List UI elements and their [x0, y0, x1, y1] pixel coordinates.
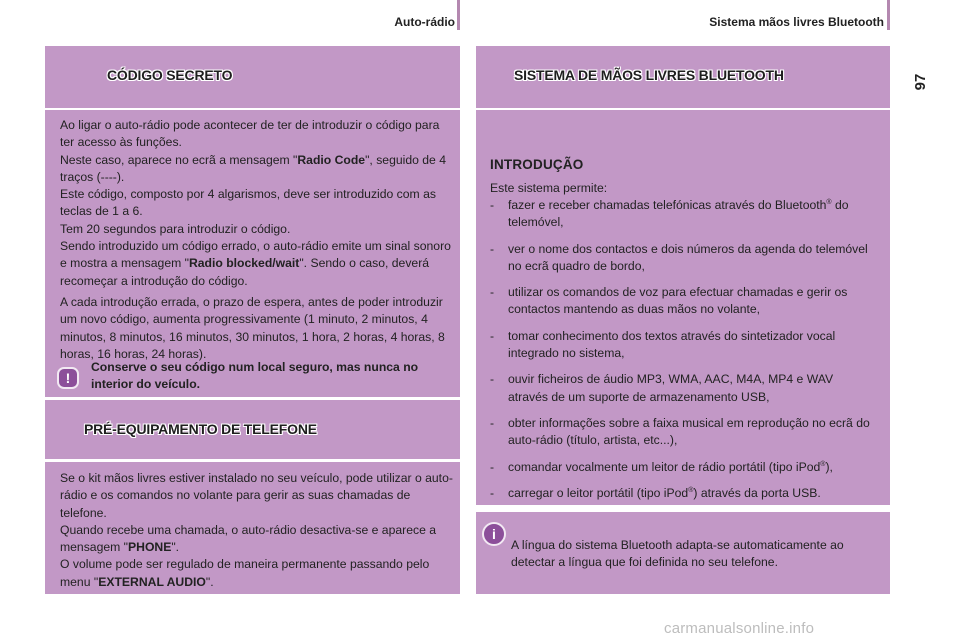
header-section-right: Sistema mãos livres Bluetooth — [709, 15, 884, 29]
header-divider-left — [457, 0, 460, 30]
header-divider-right — [887, 0, 890, 30]
telefone-body: Se o kit mãos livres estiver instalado no seu veículo, pode utilizar o auto-rádio e os comandos no volante para gerir as suas chamadas de telefone. Quando recebe uma chamada, o auto-rádio desactiva-se e aparece a mensagem "PHONE". O volume pode ser regulado de maneira permanente passando pelo menu "EXTERNAL AUDIO". — [60, 471, 453, 589]
codigo-para-2: A cada introdução errada, o prazo de espera, antes de poder introduzir um novo código, aumenta progressivamente (1 minuto, 2 minutos, 4 minutos, 8 minutos, 16 minutos, 30 minutos, 1 hora, 2 horas, 4 horas, 8 horas, 16 horas, 24 horas). — [60, 294, 445, 361]
list-item: - ver o nome dos contactos e dois números da agenda do telemóvel no ecrã quadro de bordo, — [490, 241, 868, 273]
list-item: - tomar conhecimento dos textos através do sintetizador vocal integrado no sistema, — [490, 328, 836, 361]
codigo-title: CÓDIGO SECRETO — [107, 67, 233, 83]
watermark: carmanualsonline.info — [664, 620, 815, 637]
codigo-para-1: Ao ligar o auto-rádio pode acontecer de ter de introduzir o código para ter acesso às funções. Neste caso, aparece no ecrã a mensagem "Radio Code", seguido de 4 traços (----). Este código, composto por 4 algarismos, deve ser introduzido com as teclas de 1 a 6. Tem 20 segundos para introduzir o código. Sendo introduzido um código errado, o auto-rádio emite um sinal sonoro e mostra a mensagem "Radio blocked/wait". Sendo o caso, deverá recomeçar a introdução do código. — [60, 118, 451, 288]
page-number: 97 — [912, 73, 929, 91]
bluetooth-title: SISTEMA DE MÃOS LIVRES BLUETOOTH — [514, 67, 784, 83]
codigo-warning: Conserve o seu código num local seguro, mas nunca no interior do veículo. — [91, 360, 419, 391]
list-item: - comandar vocalmente um leitor de rádio portátil (tipo iPod®), — [490, 459, 833, 474]
header-section-left: Auto-rádio — [394, 15, 455, 29]
warning-icon: ! — [57, 367, 79, 389]
telefone-title: PRÉ-EQUIPAMENTO DE TELEFONE — [84, 421, 317, 437]
list-item: - obter informações sobre a faixa musical em reprodução no ecrã do auto-rádio (título, artista, etc...), — [490, 415, 870, 448]
list-item: - fazer e receber chamadas telefónicas através do Bluetooth® do telemóvel, — [490, 198, 849, 230]
list-item: - ouvir ficheiros de áudio MP3, WMA, AAC, M4A, MP4 e WAV através de um suporte de armazenamento USB, — [490, 372, 834, 404]
introducao-lead: Este sistema permite: — [490, 181, 608, 195]
list-item: - carregar o leitor portátil (tipo iPod®) através da porta USB. — [490, 485, 821, 500]
info-icon: i — [482, 522, 506, 546]
list-item: - utilizar os comandos de voz para efectuar chamadas e gerir os contactos mantendo as duas mãos no volante, — [490, 285, 848, 317]
feature-list — [490, 197, 874, 511]
codigo-body — [60, 117, 453, 363]
introducao-heading: INTRODUÇÃO — [490, 157, 584, 172]
info-note: A língua do sistema Bluetooth adapta-se automaticamente ao detectar a língua que foi definida no seu telefone. — [511, 538, 844, 570]
